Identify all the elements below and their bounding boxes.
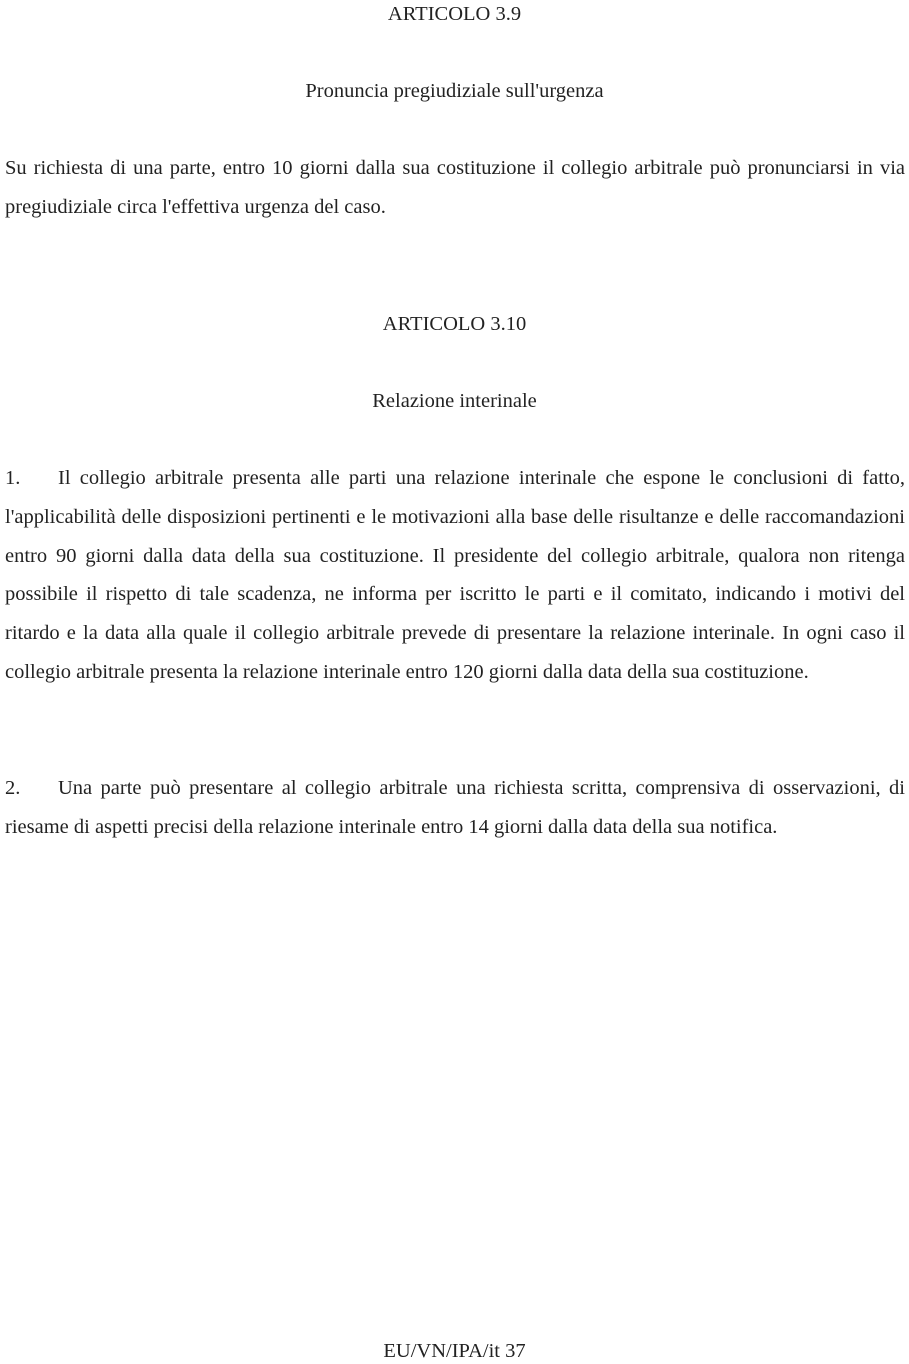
article-3-10-title: Relazione interinale <box>372 390 537 412</box>
article-3-10-heading: ARTICOLO 3.10 <box>382 313 527 335</box>
article-3-10-paragraph-1 <box>5 459 905 692</box>
paragraph-number: 1. <box>5 467 21 489</box>
article-3-9-body: Su richiesta di una parte, entro 10 giorni dalla sua costituzione il collegio arbitrale può pronunciarsi in via pregiudiziale circa l'effettiva urgenza del caso. <box>5 157 905 218</box>
paragraph-text: Il collegio arbitrale presenta alle parti una relazione interinale che espone le conclusioni di fatto, l'applicabilità delle disposizioni pertinenti e le motivazioni alla base delle risultanze e delle raccomandazioni entro 90 giorni dalla data della sua costituzione. Il presidente del collegio arbitrale, qualora non ritenga possibile il rispetto di tale scadenza, ne informa per iscritto le parti e il comitato, indicando i motivi del ritardo e la data alla quale il collegio arbitrale prevede di presentare la relazione interinale. In ogni caso il collegio arbitrale presenta la relazione interinale entro 120 giorni dalla data della sua costituzione. <box>5 467 905 683</box>
article-3-9-heading: ARTICOLO 3.9 <box>387 3 522 25</box>
page-footer-reference: EU/VN/IPA/it 37 <box>383 1340 526 1362</box>
article-3-9-title: Pronuncia pregiudiziale sull'urgenza <box>305 80 604 102</box>
paragraph-number: 2. <box>5 777 21 799</box>
article-3-10-paragraph-2 <box>5 769 905 847</box>
paragraph-text: Una parte può presentare al collegio arbitrale una richiesta scritta, comprensiva di osservazioni, di riesame di aspetti precisi della relazione interinale entro 14 giorni dalla data della sua notifica. <box>5 777 905 838</box>
